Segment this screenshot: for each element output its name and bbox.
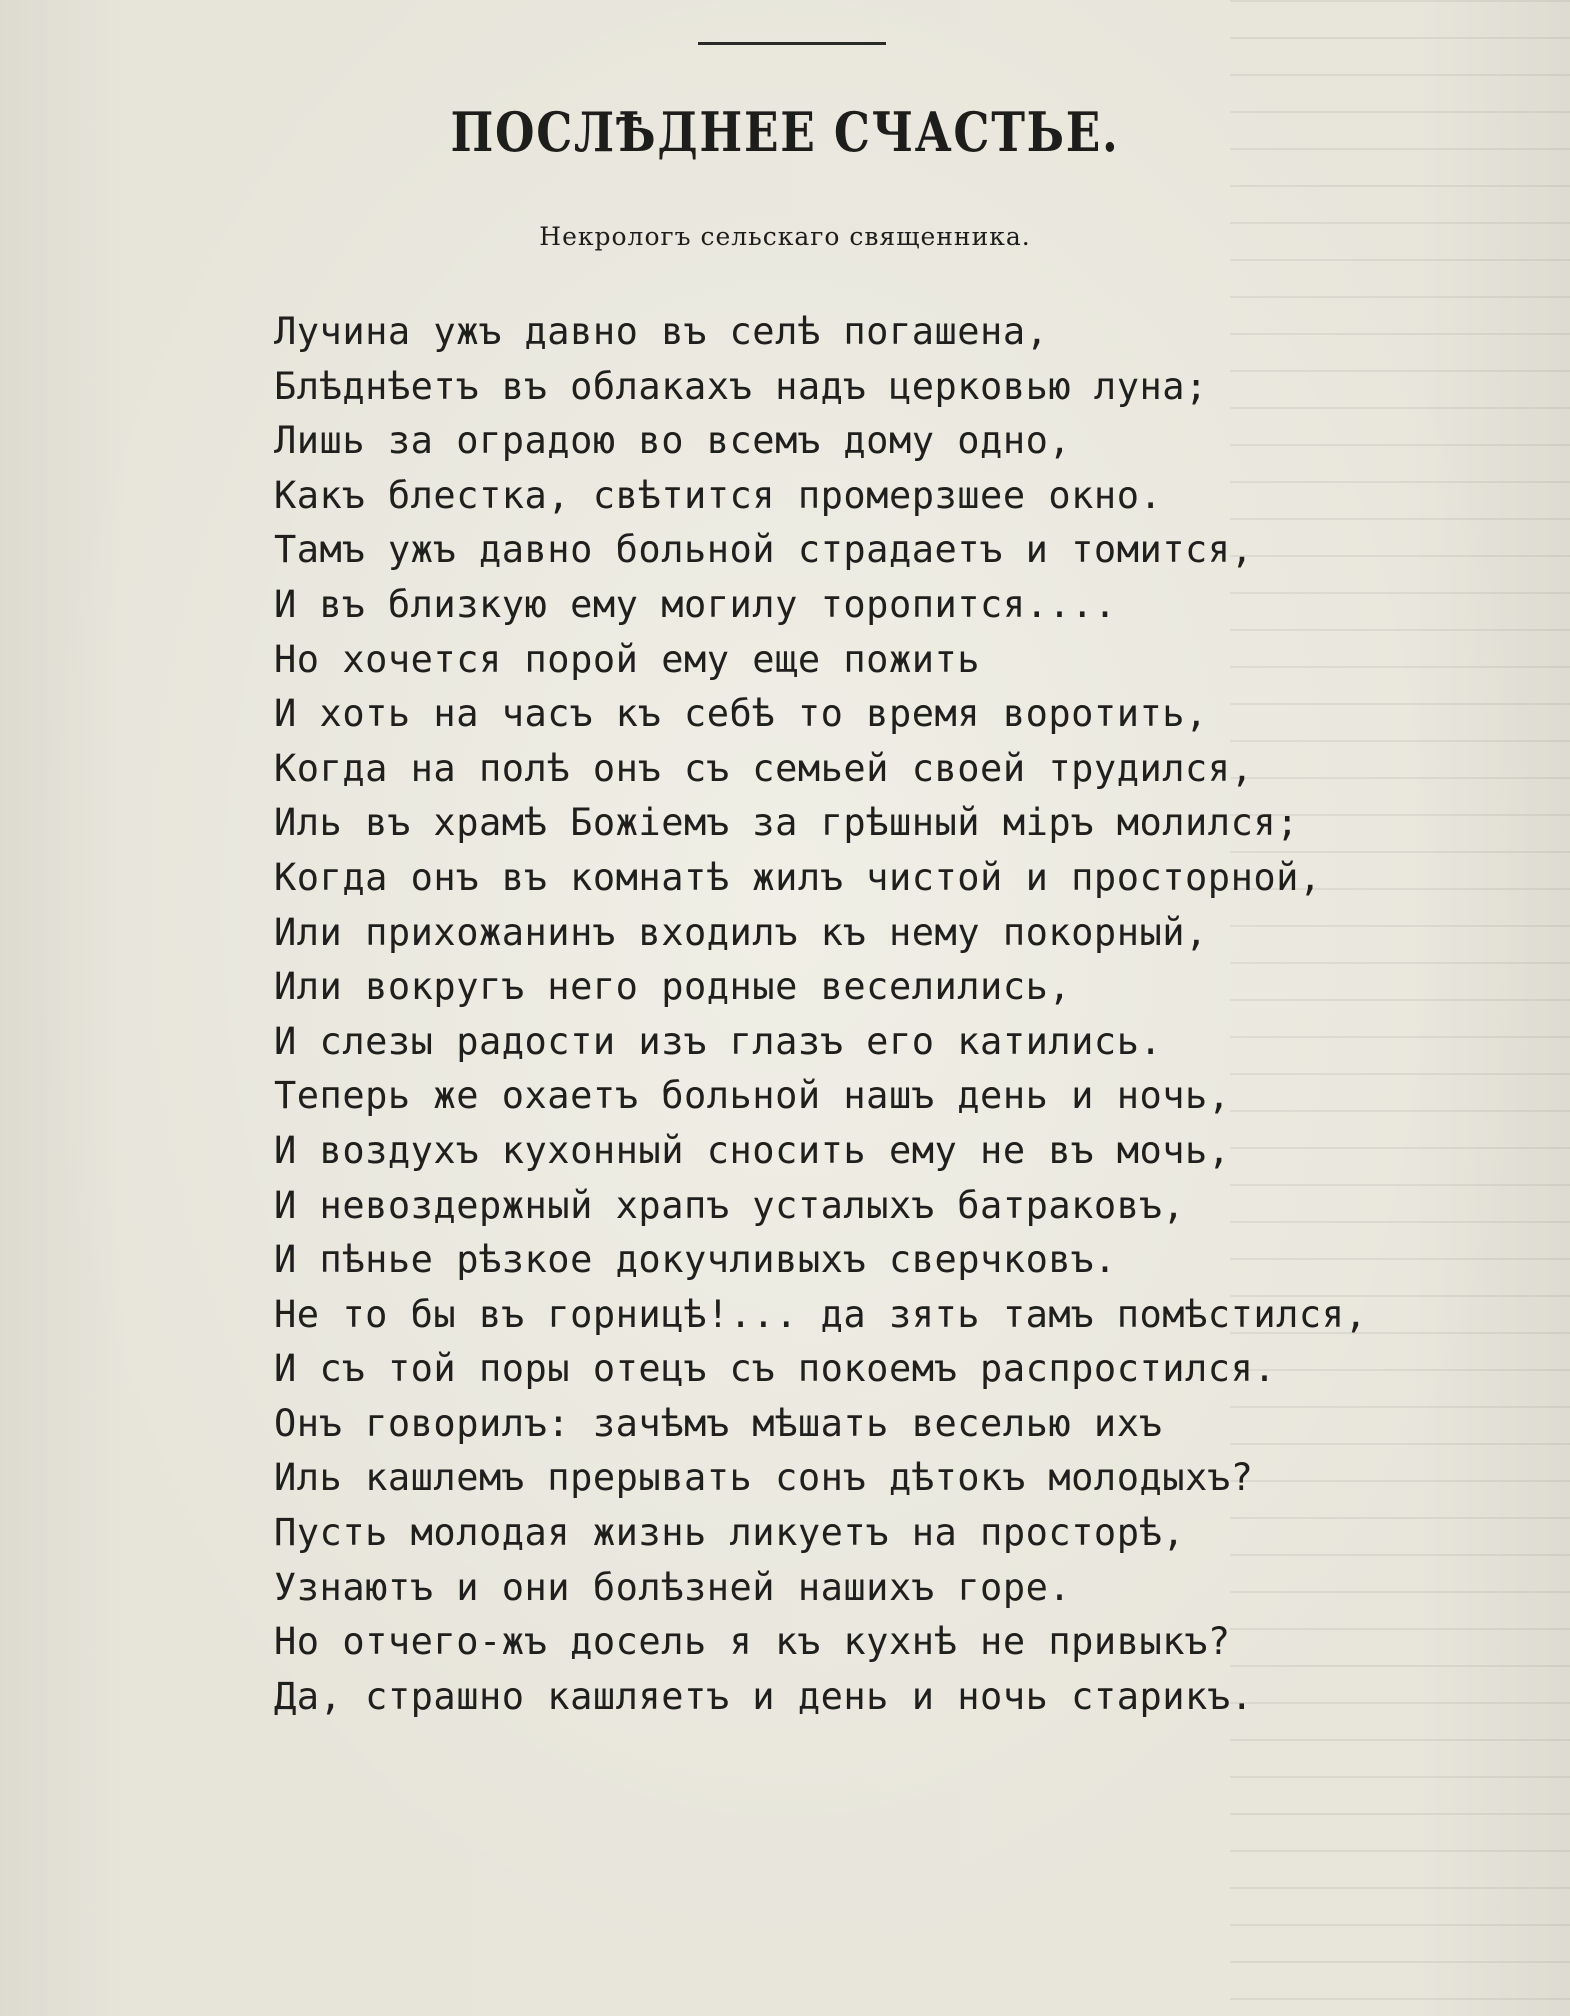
- poem-line: Узнаютъ и они болѣзней нашихъ горе.: [274, 1565, 1072, 1609]
- poem-line: Когда на полѣ онъ съ семьей своей трудился,: [274, 746, 1254, 790]
- poem-line: И съ той поры отецъ съ покоемъ распростился.: [274, 1347, 1277, 1391]
- top-rule: [698, 42, 886, 45]
- poem-line: И хоть на часъ къ себѣ то время воротить,: [274, 692, 1208, 736]
- poem-line: И воздухъ кухонный сносить ему не въ мочь,: [274, 1128, 1231, 1172]
- poem-line: Но хочется порой ему еще пожить: [274, 637, 981, 681]
- poem: [274, 305, 1534, 1724]
- poem-line: И слезы радости изъ глазъ его катились.: [274, 1019, 1163, 1063]
- page-title: ПОСЛѢДНЕЕ СЧАСТЬЕ.: [450, 100, 1120, 164]
- poem-line: Но отчего-жъ досель я къ кухнѣ не привыкъ?: [274, 1620, 1231, 1664]
- poem-line: Иль въ храмѣ Божіемъ за грѣшный міръ молился;: [274, 801, 1299, 845]
- poem-line: Теперь же охаетъ больной нашъ день и ночь,: [274, 1074, 1231, 1118]
- poem-line: Пусть молодая жизнь ликуетъ на просторѣ,: [274, 1511, 1186, 1555]
- poem-line: И пѣнье рѣзкое докучливыхъ сверчковъ.: [274, 1238, 1117, 1282]
- poem-line: Да, страшно кашляетъ и день и ночь старикъ.: [274, 1674, 1254, 1718]
- poem-line: Не то бы въ горницѣ!... да зять тамъ помѣстился,: [274, 1292, 1368, 1336]
- poem-line: Блѣднѣетъ въ облакахъ надъ церковью луна;: [274, 364, 1208, 408]
- poem-line: Лишь за оградою во всемъ дому одно,: [274, 419, 1072, 463]
- poem-line: И въ близкую ему могилу торопится....: [274, 582, 1117, 626]
- poem-line: Иль кашлемъ прерывать сонъ дѣтокъ молодыхъ?: [274, 1456, 1254, 1500]
- poem-line: Тамъ ужъ давно больной страдаетъ и томится,: [274, 528, 1254, 572]
- poem-line: Или вокругъ него родные веселились,: [274, 965, 1072, 1009]
- poem-line: Онъ говорилъ: зачѣмъ мѣшать веселью ихъ: [274, 1401, 1163, 1445]
- poem-line: Или прихожанинъ входилъ къ нему покорный,: [274, 910, 1208, 954]
- poem-line: Какъ блестка, свѣтится промерзшее окно.: [274, 473, 1163, 517]
- poem-line: И невоздержный храпъ усталыхъ батраковъ,: [274, 1183, 1186, 1227]
- poem-line: Лучина ужъ давно въ селѣ погашена,: [274, 310, 1049, 353]
- poem-line: Когда онъ въ комнатѣ жилъ чистой и просторной,: [274, 855, 1322, 899]
- page-subtitle: Некрологъ сельскаго священника.: [539, 222, 1031, 251]
